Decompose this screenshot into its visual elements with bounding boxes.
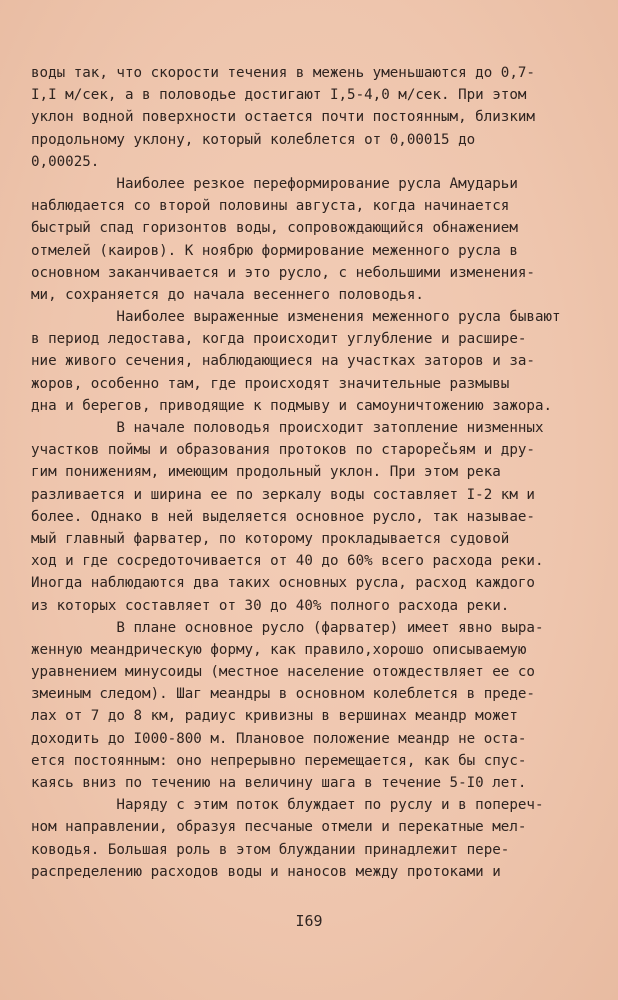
text-line: мый главный фарватер, по которому прокладывается судовой — [31, 530, 510, 547]
text-line: ется постоянным: оно непрерывно перемещается, как бы спус- — [31, 752, 527, 769]
text-line: продольному уклону, который колеблется от 0,00015 до — [31, 131, 476, 148]
text-line: дна и берегов, приводящие к подмыву и самоуничтожению зажора. — [31, 397, 553, 414]
text-line: быстрый спад горизонтов воды, сопровождающийся обнажением — [31, 220, 518, 237]
text-line: Иногда наблюдаются два таких основных русла, расход каждого — [31, 575, 535, 592]
text-line: Наряду с этим поток блуждает по руслу и в попереч- — [31, 797, 544, 814]
text-line: в период ледостава, когда происходит углубление и расшире- — [31, 331, 527, 348]
text-line: уравнением минусоиды (местное население отождествляет ее со — [31, 664, 535, 681]
text-line: I,I м/сек, а в половодье достигают I,5-4,0 м/сек. При этом — [31, 87, 527, 104]
text-line: женную меандрическую форму, как правило,хорошо описываемую — [31, 641, 527, 658]
text-line: 0,00025. — [31, 153, 100, 170]
text-line: В начале половодья происходит затопление низменных — [31, 420, 544, 436]
text-line: участков поймы и образования протоков по старорečьям и дру- — [31, 442, 535, 459]
text-line: ние живого сечения, наблюдающиеся на участках заторов и за- — [31, 353, 535, 370]
text-line: Наиболее резкое переформирование русла Амударьи — [31, 175, 518, 192]
text-line: В плане основное русло (фарватер) имеет явно выра- — [31, 619, 544, 636]
text-line: ководья. Большая роль в этом блуждании принадлежит пере- — [31, 841, 510, 858]
text-line: жоров, особенно там, где происходят значительные размывы — [31, 375, 510, 392]
text-line: распределению расходов воды и наносов между протоками и — [31, 863, 501, 880]
text-line: из которых составляет от 30 до 40% полного расхода реки. — [31, 597, 510, 614]
page-number: I69 — [295, 912, 323, 930]
text-line: воды так, что скорости течения в межень уменьшаются до 0,7- — [31, 65, 535, 81]
text-line: отмелей (каиров). К ноябрю формирование меженного русла в — [31, 242, 518, 259]
text-line: более. Однако в ней выделяется основное русло, так называе- — [31, 508, 535, 525]
body-text — [31, 62, 583, 883]
text-line: лах от 7 до 8 км, радиус кривизны в вершинах меандр может — [31, 708, 518, 725]
text-line: змеиным следом). Шаг меандры в основном колеблется в преде- — [31, 686, 535, 703]
text-line: доходить до I000-800 м. Плановое положение меандр не оста- — [31, 730, 527, 747]
text-line: ном направлении, образуя песчаные отмели и перекатные мел- — [31, 819, 527, 836]
text-line: основном заканчивается и это русло, с небольшими изменения- — [31, 264, 535, 281]
text-line: каясь вниз по течению на величину шага в течение 5-I0 лет. — [31, 775, 527, 791]
text-line: разливается и ширина ее по зеркалу воды составляет I-2 км и — [31, 486, 535, 503]
text-line: гим понижениям, имеющим продольный уклон. При этом река — [31, 464, 501, 481]
text-line: Наиболее выраженные изменения меженного русла бывают — [31, 309, 561, 326]
text-line: ми, сохраняется до начала весеннего половодья. — [31, 286, 424, 303]
text-line: уклон водной поверхности остается почти постоянным, близким — [31, 109, 535, 126]
text-line: ход и где сосредоточивается от 40 до 60% всего расхода реки. — [31, 553, 544, 570]
text-line: наблюдается со второй половины августа, когда начинается — [31, 198, 510, 215]
